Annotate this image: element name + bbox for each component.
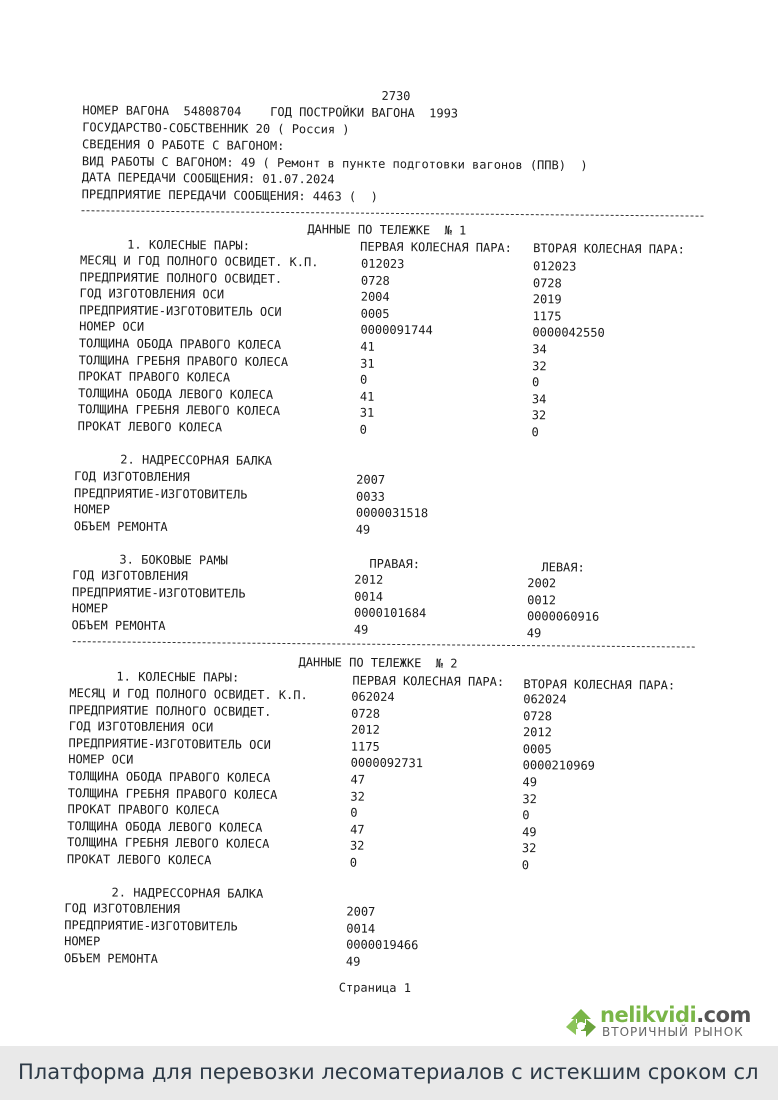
work-type-line: ВИД РАБОТЫ С ВАГОНОМ: 49 ( Ремонт в пункте подготовки вагонов (ППВ) ) xyxy=(81,154,588,173)
row-value: 0000019466 xyxy=(346,937,419,953)
row-label: НОМЕР ОСИ xyxy=(79,319,145,335)
row-value-second: 012023 xyxy=(532,259,577,274)
row-label: ПРЕДПРИЯТИЕ-ИЗГОТОВИТЕЛЬ xyxy=(73,485,248,502)
row-value-second: 0 xyxy=(531,375,540,390)
row-value-left: 0000060916 xyxy=(526,609,600,624)
row-label: ТОЛЩИНА ОБОДА ЛЕВОГО КОЛЕСА xyxy=(67,818,263,835)
row-value-first: 47 xyxy=(350,772,366,787)
promo-banner[interactable] xyxy=(0,1046,778,1100)
row-value-first: 47 xyxy=(350,822,365,837)
row-value-first: 41 xyxy=(359,389,375,404)
row-value: 2007 xyxy=(346,904,376,919)
row-value-first: 31 xyxy=(359,406,375,421)
bogie-2-title: ДАННЫЕ ПО ТЕЛЕЖКЕ № 2 xyxy=(298,655,458,671)
row-label: ГОД ИЗГОТОВЛЕНИЯ xyxy=(72,568,188,584)
row-label: ТОЛЩИНА ОБОДА ПРАВОГО КОЛЕСА xyxy=(68,769,271,785)
row-value-second: 0728 xyxy=(523,708,553,723)
row-value-first: 012023 xyxy=(360,256,405,272)
page-footer: Страница 1 xyxy=(338,980,412,996)
page-number: 2730 xyxy=(381,88,411,104)
owner-state-line: ГОСУДАРСТВО-СОБСТВЕННИК 20 ( Россия ) xyxy=(82,120,350,137)
promo-banner-text[interactable]: Платформа для перевозки лесоматериалов с истекшим сроком сл xyxy=(18,1060,759,1084)
row-value-first: 0 xyxy=(359,372,368,387)
row-label: ГОД ИЗГОТОВЛЕНИЯ xyxy=(74,469,190,485)
row-value-second: 32 xyxy=(532,358,547,373)
row-value-first: 0000092731 xyxy=(350,755,424,771)
transfer-date-line: ДАТА ПЕРЕДАЧИ СООБЩЕНИЯ: 01.07.2024 xyxy=(81,170,335,187)
row-value-first: 0728 xyxy=(360,273,390,288)
work-info-line: СВЕДЕНИЯ О РАБОТЕ С ВАГОНОМ: xyxy=(82,137,285,153)
bogie-1-title: ДАННЫЕ ПО ТЕЛЕЖКЕ № 1 xyxy=(307,222,467,238)
row-value-left: 2002 xyxy=(527,576,557,591)
logo-wordmark xyxy=(600,1003,751,1027)
row-label: ПРЕДПРИЯТИЕ ПОЛНОГО ОСВИДЕТ. xyxy=(68,702,272,719)
logo-brand-suffix: com xyxy=(703,1003,751,1027)
row-label: ПРЕДПРИЯТИЕ-ИЗГОТОВИТЕЛЬ xyxy=(64,917,238,934)
transfer-enterprise-line: ПРЕДПРИЯТИЕ ПЕРЕДАЧИ СООБЩЕНИЯ: 4463 ( ) xyxy=(81,187,378,204)
row-label: ОБЪЕМ РЕМОНТА xyxy=(63,950,158,966)
row-value: 0033 xyxy=(355,489,385,504)
row-label: МЕСЯЦ И ГОД ПОЛНОГО ОСВИДЕТ. К.П. xyxy=(69,686,308,703)
row-label: НОМЕР xyxy=(73,502,111,517)
row-label: ТОЛЩИНА ГРЕБНЯ ЛЕВОГО КОЛЕСА xyxy=(77,402,281,419)
row-value: 49 xyxy=(355,522,371,537)
row-value-first: 0 xyxy=(349,855,358,870)
row-value-right: 49 xyxy=(353,622,369,637)
row-value-first: 2004 xyxy=(360,289,390,305)
bogie-1-second-wheelset-header: ВТОРАЯ КОЛЕСНАЯ ПАРА: xyxy=(533,241,685,257)
row-value-second: 0 xyxy=(531,425,539,440)
bogie-1-side-frames-title: 3. БОКОВЫЕ РАМЫ xyxy=(119,552,228,568)
bogie-1-wheelsets-title: 1. КОЛЕСНЫЕ ПАРЫ: xyxy=(127,237,251,253)
row-value-first: 31 xyxy=(360,356,375,371)
row-value: 49 xyxy=(345,954,361,969)
row-value-first: 0005 xyxy=(360,306,390,321)
row-value-right: 0014 xyxy=(354,589,384,604)
bogie-2-bolster-title: 2. НАДРЕССОРНАЯ БАЛКА xyxy=(111,885,264,901)
row-value-left: 49 xyxy=(526,625,542,641)
side-frame-left-header: ЛЕВАЯ: xyxy=(541,560,585,575)
row-label: ТОЛЩИНА ГРЕБНЯ ЛЕВОГО КОЛЕСА xyxy=(67,835,270,852)
row-label: ГОД ИЗГОТОВЛЕНИЯ ОСИ xyxy=(68,719,214,735)
row-value-second: 1175 xyxy=(532,308,562,324)
row-value-first: 2012 xyxy=(350,722,380,738)
row-value-second: 49 xyxy=(522,824,537,840)
row-value-right: 2012 xyxy=(354,572,384,587)
row-label: ТОЛЩИНА ОБОДА ЛЕВОГО КОЛЕСА xyxy=(78,385,274,402)
row-value: 0000031518 xyxy=(355,505,429,521)
row-value-second: 0 xyxy=(521,858,530,873)
row-value-second: 2012 xyxy=(522,725,552,740)
row-value-first: 0728 xyxy=(351,706,381,721)
row-value-left: 0012 xyxy=(527,592,557,607)
row-value-second: 0728 xyxy=(532,275,562,290)
row-label: НОМЕР xyxy=(64,934,101,949)
row-value-second: 0005 xyxy=(522,741,552,757)
row-label: ОБЪЕМ РЕМОНТА xyxy=(73,518,168,534)
row-value-second: 0000042550 xyxy=(532,325,605,341)
divider xyxy=(73,641,695,647)
logo-tagline: ВТОРИЧНЫЙ РЫНОК xyxy=(602,1025,744,1039)
row-value-second: 32 xyxy=(522,791,537,806)
row-value-second: 34 xyxy=(532,342,547,357)
nelikvidi-logo xyxy=(564,1003,764,1041)
row-label: ТОЛЩИНА ОБОДА ПРАВОГО КОЛЕСА xyxy=(78,336,282,352)
row-value-second: 32 xyxy=(531,408,547,423)
row-value-second: 0 xyxy=(522,808,530,823)
bogie-2-wheelsets-title: 1. КОЛЕСНЫЕ ПАРЫ: xyxy=(116,669,240,685)
row-label: ГОД ИЗГОТОВЛЕНИЯ ОСИ xyxy=(79,286,225,302)
logo-dot: . xyxy=(696,1003,704,1027)
row-label: ПРОКАТ ЛЕВОГО КОЛЕСА xyxy=(77,419,223,435)
row-label: ПРОКАТ ЛЕВОГО КОЛЕСА xyxy=(66,852,212,868)
bogie-2-second-wheelset-header: ВТОРАЯ КОЛЕСНАЯ ПАРА: xyxy=(523,677,676,693)
divider xyxy=(82,210,704,216)
row-label: ПРОКАТ ПРАВОГО КОЛЕСА xyxy=(67,802,220,818)
row-label: ОБЪЕМ РЕМОНТА xyxy=(71,617,166,633)
row-label: ПРЕДПРИЯТИЕ-ИЗГОТОВИТЕЛЬ xyxy=(72,584,246,601)
bogie-1-bolster-title: 2. НАДРЕССОРНАЯ БАЛКА xyxy=(120,452,273,468)
bogie-2-first-wheelset-header: ПЕРВАЯ КОЛЕСНАЯ ПАРА: xyxy=(352,673,505,689)
row-value-first: 0000091744 xyxy=(360,323,433,338)
logo-brand-prefix: nelikvidi xyxy=(600,1003,697,1027)
row-label: ПРЕДПРИЯТИЕ-ИЗГОТОВИТЕЛЬ ОСИ xyxy=(68,735,271,752)
row-value: 2007 xyxy=(356,472,386,487)
row-value-second: 062024 xyxy=(523,692,567,707)
row-value-first: 062024 xyxy=(351,689,395,704)
row-label: НОМЕР ОСИ xyxy=(68,752,134,768)
row-label: ТОЛЩИНА ГРЕБНЯ ПРАВОГО КОЛЕСА xyxy=(78,352,289,369)
row-value-first: 0 xyxy=(350,805,358,820)
side-frame-right-header: ПРАВАЯ: xyxy=(369,556,421,572)
recycle-arrows-icon xyxy=(564,1007,598,1041)
row-value-right: 0000101684 xyxy=(353,605,427,621)
row-value-second: 0000210969 xyxy=(522,758,595,774)
row-label: ПРЕДПРИЯТИЕ ПОЛНОГО ОСВИДЕТ. xyxy=(79,269,283,286)
row-value-first: 32 xyxy=(350,789,365,804)
row-value-first: 41 xyxy=(360,339,375,354)
row-value-second: 49 xyxy=(522,775,538,790)
row-value-second: 34 xyxy=(531,391,547,407)
row-value-first: 0 xyxy=(359,422,367,437)
row-value-first: 32 xyxy=(349,838,365,854)
bogie-1-first-wheelset-header: ПЕРВАЯ КОЛЕСНАЯ ПАРА: xyxy=(360,239,512,255)
row-label: ГОД ИЗГОТОВЛЕНИЯ xyxy=(64,901,181,917)
row-value-first: 1175 xyxy=(350,739,380,754)
row-label: ПРОКАТ ПРАВОГО КОЛЕСА xyxy=(78,369,231,385)
row-label: МЕСЯЦ И ГОД ПОЛНОГО ОСВИДЕТ. К.П. xyxy=(80,253,319,270)
row-value-second: 32 xyxy=(521,841,537,856)
row-label: НОМЕР xyxy=(71,601,109,616)
row-label: ТОЛЩИНА ГРЕБНЯ ПРАВОГО КОЛЕСА xyxy=(67,785,278,802)
row-value-second: 2019 xyxy=(532,292,562,307)
wagon-number-line: НОМЕР ВАГОНА 54808704 ГОД ПОСТРОЙКИ ВАГОНА 1993 xyxy=(82,103,459,121)
row-value: 0014 xyxy=(346,921,376,936)
row-label: ПРЕДПРИЯТИЕ-ИЗГОТОВИТЕЛЬ ОСИ xyxy=(79,302,282,319)
